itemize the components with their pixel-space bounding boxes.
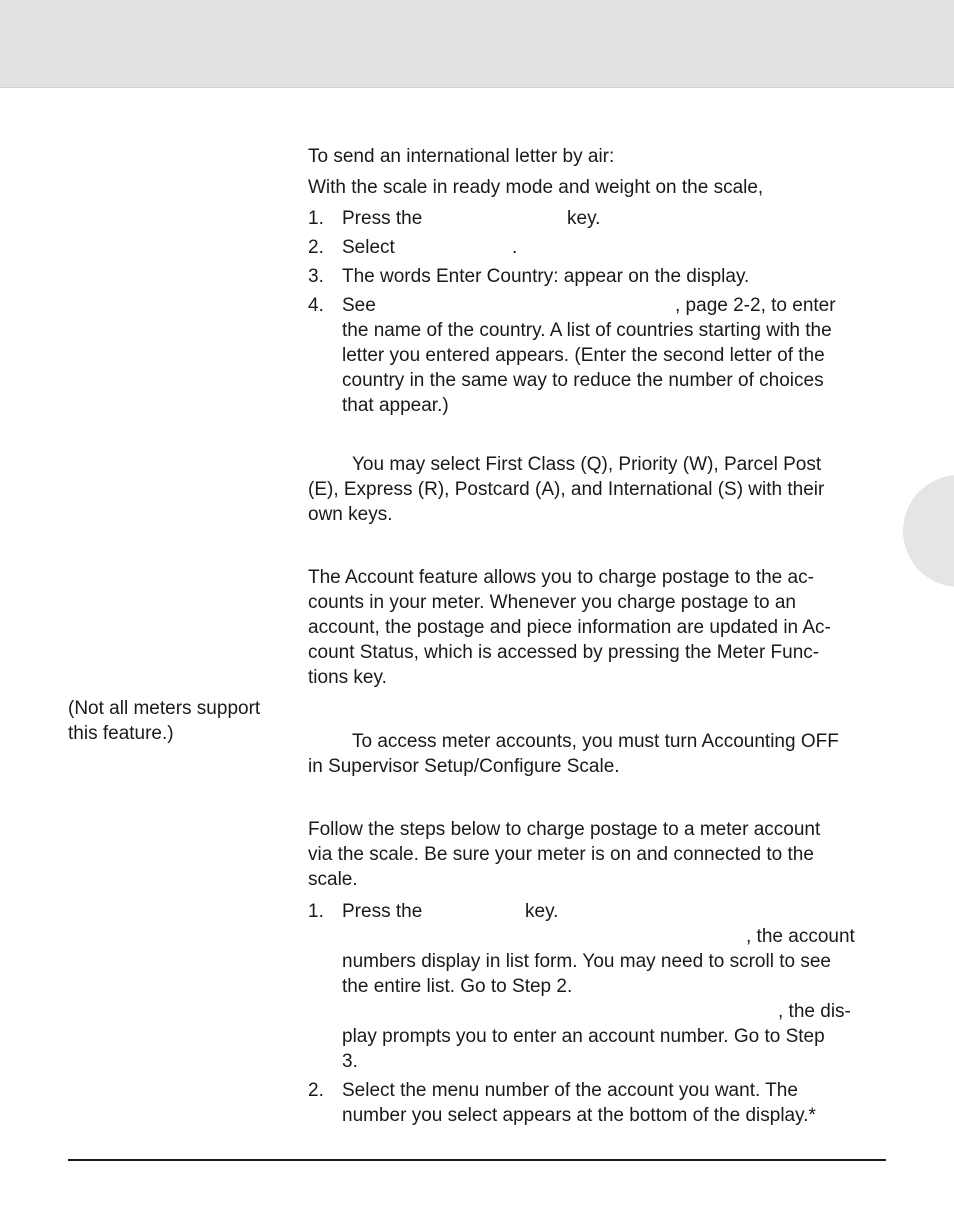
- step-text: numbers display in list form. You may need to scroll to see: [342, 951, 831, 972]
- intro-condition: With the scale in ready mode and weight on the scale,: [308, 177, 764, 198]
- page-header-band: [0, 0, 954, 88]
- step-text: , the account: [746, 926, 855, 947]
- note-text: own keys.: [308, 504, 393, 525]
- sidebar-note-line: this feature.): [68, 723, 174, 744]
- step-number: 1.: [308, 208, 324, 229]
- step-text: See: [342, 295, 376, 316]
- note-text: in Supervisor Setup/Configure Scale.: [308, 756, 620, 777]
- paragraph-line: count Status, which is accessed by pressing the Meter Func-: [308, 642, 820, 663]
- step-text: .: [512, 237, 518, 258]
- step-number: 2.: [308, 1080, 324, 1101]
- note-text: To access meter accounts, you must turn Accounting OFF: [352, 731, 839, 752]
- chapter-tab-marker: [903, 475, 954, 587]
- step-text: country in the same way to reduce the number of choices: [342, 370, 824, 391]
- step-number: 1.: [308, 901, 324, 922]
- step-text: the name of the country. A list of countries starting with the: [342, 320, 832, 341]
- step-text: 3.: [342, 1051, 358, 1072]
- step-text: play prompts you to enter an account number. Go to Step: [342, 1026, 825, 1047]
- paragraph-line: Follow the steps below to charge postage to a meter account: [308, 819, 821, 840]
- paragraph-line: counts in your meter. Whenever you charge postage to an: [308, 592, 796, 613]
- note-text: You may select First Class (Q), Priority (W), Parcel Post: [352, 454, 822, 475]
- step-text: key.: [567, 208, 601, 229]
- step-text: key.: [525, 901, 559, 922]
- step-text: , the dis-: [778, 1001, 851, 1022]
- step-text: that appear.): [342, 395, 449, 416]
- step-text: the entire list. Go to Step 2.: [342, 976, 573, 997]
- step-text: Select the menu number of the account you want. The: [342, 1080, 798, 1101]
- paragraph-line: account, the postage and piece information are updated in Ac-: [308, 617, 831, 638]
- paragraph-line: via the scale. Be sure your meter is on and connected to the: [308, 844, 814, 865]
- step-number: 4.: [308, 295, 324, 316]
- intro-heading: To send an international letter by air:: [308, 146, 615, 167]
- step-text: number you select appears at the bottom of the display.*: [342, 1105, 816, 1126]
- step-text: The words Enter Country: appear on the display.: [342, 266, 750, 287]
- step-text: Press the: [342, 901, 423, 922]
- paragraph-line: scale.: [308, 869, 358, 890]
- step-text: , page 2-2, to enter: [675, 295, 836, 316]
- paragraph-line: The Account feature allows you to charge postage to the ac-: [308, 567, 814, 588]
- step-number: 2.: [308, 237, 324, 258]
- step-number: 3.: [308, 266, 324, 287]
- step-text: Select: [342, 237, 395, 258]
- step-text: letter you entered appears. (Enter the second letter of the: [342, 345, 825, 366]
- sidebar-note-line: (Not all meters support: [68, 698, 261, 719]
- note-text: (E), Express (R), Postcard (A), and International (S) with their: [308, 479, 825, 500]
- step-text: Press the: [342, 208, 423, 229]
- footer-rule: [68, 1159, 886, 1161]
- paragraph-line: tions key.: [308, 667, 387, 688]
